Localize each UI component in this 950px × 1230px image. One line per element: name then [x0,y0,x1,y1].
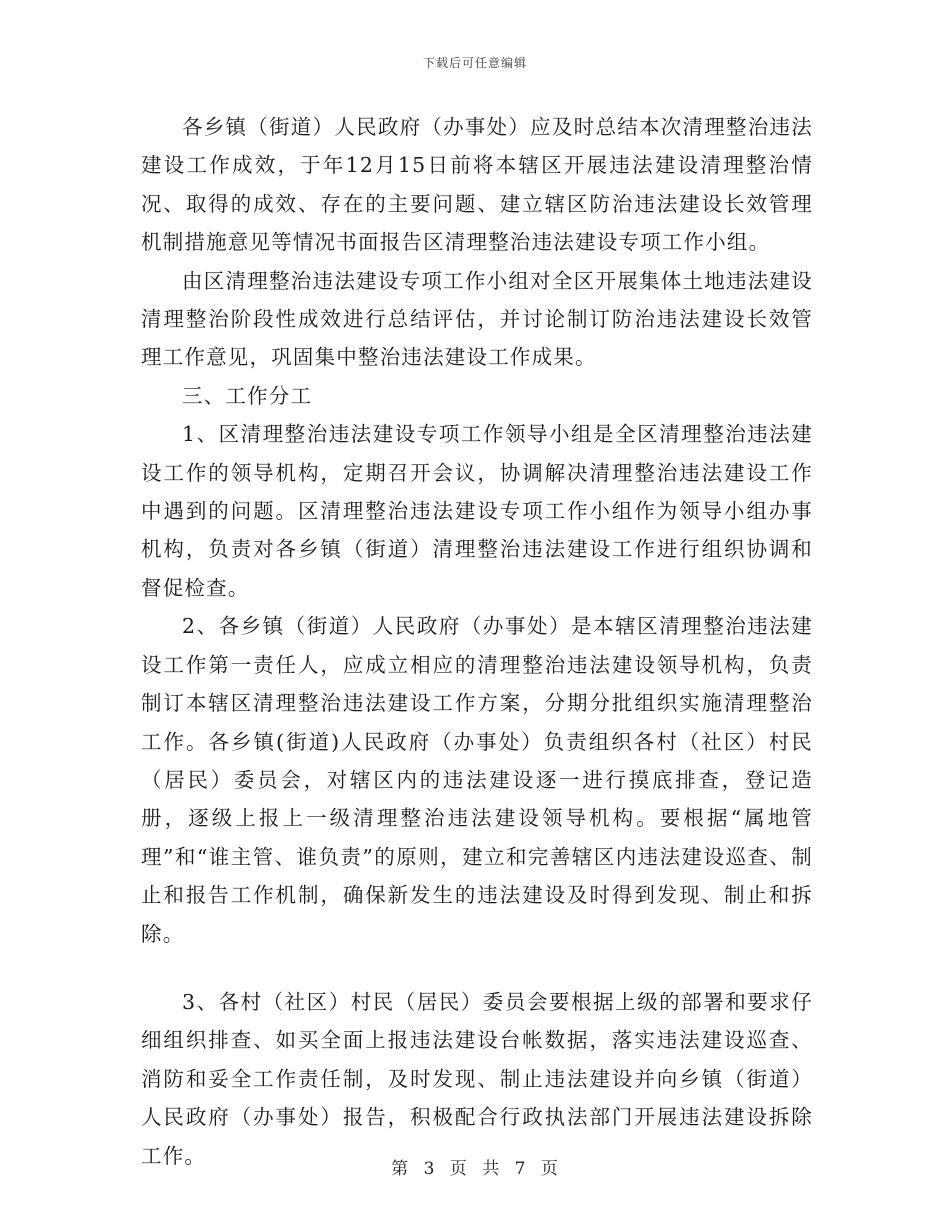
footer-label-ye: 页 [449,1159,468,1179]
paragraph-item-2: 2、各乡镇（街道）人民政府（办事处）是本辖区清理整治违法建设工作第一责任人，应成立相应的清理整治违法建设领导机构，负责制订本辖区清理整治违法建设工作方案，分期分批组织实施清理整治工作。各乡镇(街道)人民政府（办事处）负责组织各村（社区）村民（居民）委员会，对辖区内的违法建设逐一进行摸底排查，登记造册，逐级上报上一级清理整治违法建设领导机构。要根据“属地管理”和“谁主管、谁负责”的原则，建立和完善辖区内违法建设巡查、制止和报告工作机制，确保新发生的违法建设及时得到发现、制止和拆除。 [141,614,813,946]
footer-label-gong: 共 [482,1159,501,1179]
footer-total-pages: 7 [514,1159,527,1179]
page-header-note: 下载后可任意编辑 [422,56,527,70]
paragraph-summary-report: 各乡镇（街道）人民政府（办事处）应及时总结本次清理整治违法建设工作成效，于年12月15日前将本辖区开展违法建设清理整治情况、取得的成效、存在的主要问题、建立辖区防治违法建设长效管理机制措施意见等情况书面报告区清理整治违法建设专项工作小组。 [141,115,813,255]
document-body [141,108,813,1175]
paragraph-item-1: 1、区清理整治违法建设专项工作领导小组是全区清理整治违法建设工作的领导机构，定期召开会议，协调解决清理整治违法建设工作中遇到的问题。区清理整治违法建设专项工作小组作为领导小组办事机构，负责对各乡镇（街道）清理整治违法建设工作进行组织协调和督促检查。 [141,422,813,600]
section-heading-division-of-work: 三、工作分工 [182,383,313,408]
footer-current-page: 3 [423,1159,436,1179]
page-footer [0,1154,950,1179]
paragraph-evaluation: 由区清理整治违法建设专项工作小组对全区开展集体土地违法建设清理整治阶段性成效进行总结评估，并讨论制订防治违法建设长效管理工作意见，巩固集中整治违法建设工作成果。 [141,268,813,370]
footer-label-di: 第 [391,1159,410,1179]
paragraph-item-3: 3、各村（社区）村民（居民）委员会要根据上级的部署和要求仔细组织排查、如买全面上报违法建设台帐数据，落实违法建设巡查、消防和妥全工作责任制，及时发现、制止违法建设并向乡镇（街道）人民政府（办事处）报告，积极配合行政执法部门开展违法建设拆除工作。 [141,989,813,1168]
footer-label-ye-2: 页 [540,1159,559,1179]
